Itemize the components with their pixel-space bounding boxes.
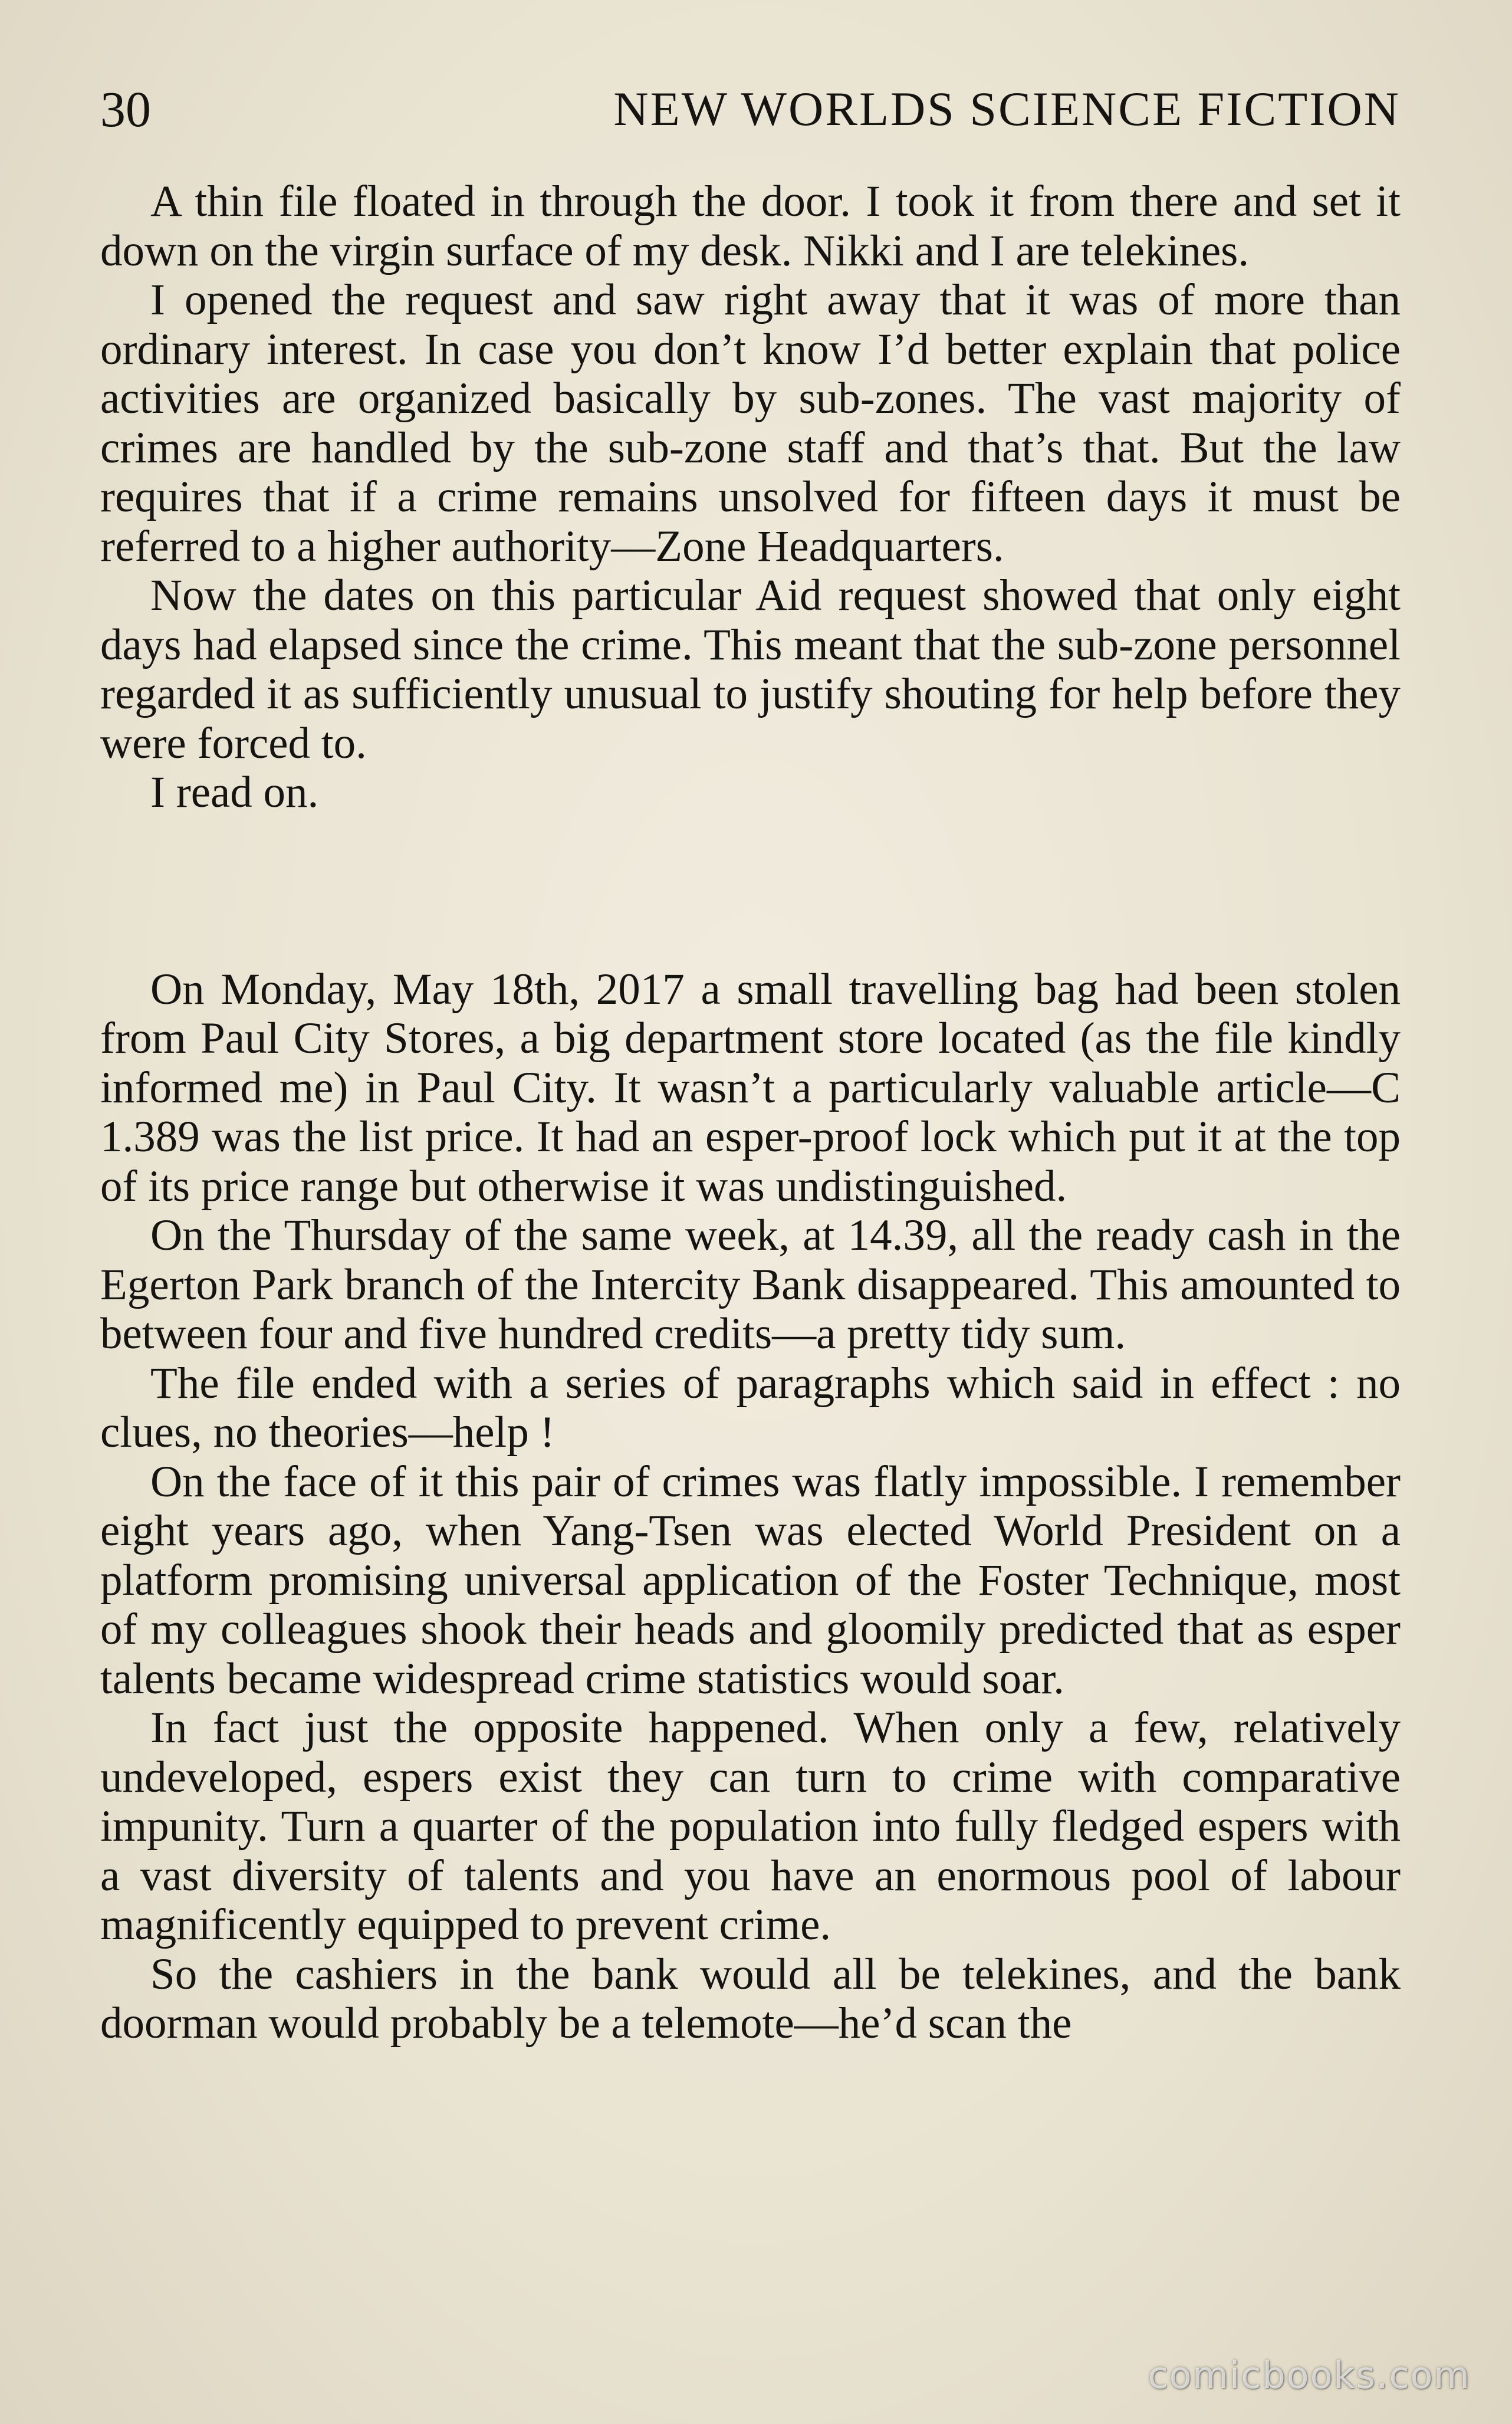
running-head: NEW WORLDS SCIENCE FICTION <box>613 82 1401 136</box>
section-break <box>100 817 1401 965</box>
paragraph: I read on. <box>150 768 319 817</box>
paragraph: Now the dates on this particular Aid request showed that only eight days had elapsed since the crime. This meant that the sub-zone personnel regarded it as sufficiently unusual to justify shouting for help before they were forced to. <box>100 571 1401 768</box>
paragraph: On Monday, May 18th, 2017 a small travelling bag had been stolen from Paul City Stores, a big department store located (as the file kindly informed me) in Paul City. It wasn’t a particularly valuable article—C 1.389 was the list price. It had an esper-proof lock which put it at the top of its price range but otherwise it was undistinguished. <box>100 964 1401 1211</box>
paragraph: In fact just the opposite happened. When only a few, relatively undeveloped, espers exist they can turn to crime with comparative impunity. Turn a quarter of the population into fully fledged espers with a vast diversity of talents and you have an enormous pool of labour magnificently equipped to prevent crime. <box>100 1703 1401 1949</box>
page-header <box>100 77 1401 142</box>
page-number: 30 <box>100 81 151 137</box>
watermark: comicbooks.com <box>1148 2354 1471 2397</box>
paragraph: A thin file floated in through the door. I took it from there and set it down on the virgin surface of my desk. Nikki and I are telekines. <box>100 177 1401 275</box>
paragraph: I opened the request and saw right away that it was of more than ordinary interest. In case you don’t know I’d better explain that police activities are organized basically by sub-zones. The vast majority of crimes are handled by the sub-zone staff and that’s that. But the law requires that if a crime remains unsolved for fifteen days it must be referred to a higher authority—Zone Headquarters. <box>100 275 1401 571</box>
paragraph: On the Thursday of the same week, at 14.39, all the ready cash in the Egerton Park branch of the Intercity Bank disappeared. This amounted to between four and five hundred credits—a pretty tidy sum. <box>100 1211 1401 1358</box>
paragraph: The file ended with a series of paragraphs which said in effect : no clues, no theories—help ! <box>100 1358 1401 1457</box>
body-text <box>100 177 1401 2048</box>
paragraph: So the cashiers in the bank would all be telekines, and the bank doorman would probably be a telemote—he’d scan the <box>100 1949 1401 2048</box>
paragraph: On the face of it this pair of crimes was flatly impossible. I remember eight years ago, when Yang-Tsen was elected World President on a platform promising universal application of the Foster Technique, most of my colleagues shook their heads and gloomily predicted that as esper talents became widespread crime statistics would soar. <box>100 1457 1401 1703</box>
